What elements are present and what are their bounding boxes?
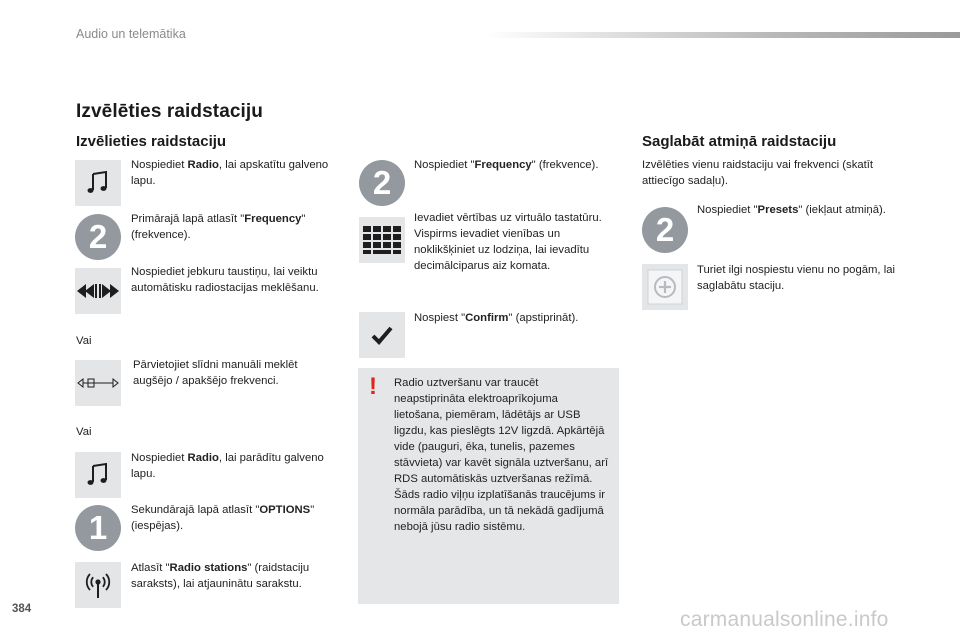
right-intro-text: Izvēlēties vienu raidstaciju vai frekvenci (skatīt attiecīgo sadaļu). [642,159,874,187]
warning-text: Radio uztveršanu var traucēt neapstiprināta elektroaprīkojuma lietošana, piemēram, lādētājs ar USB ligzdu, kas pieslēgts 12V ligzdā. Apkārtējā vide (pauguri, ēka, tunelis, pazemes stāvvieta) var kavēt signāla uztveršanu, arī RDS automātiskās uztveršanas režīmā. Šāds radio viļņu izplatīšanās traucējums ir normāla parādība, un tā nekādā gadījumā nebojā jūsu radio sistēmu. [394,377,609,533]
right-heading: Saglabāt atmiņā raidstaciju [642,133,837,150]
left-step2-text: Primārajā lapā atlasīt "Frequency" (frekvence). [131,213,306,241]
left-step7-text: Atlasīt "Radio stations" (raidstaciju saraksts), lai atjauninātu sarakstu. [131,562,310,590]
section-header-title: Audio un telemātika [76,27,186,41]
seek-arrows-icon [75,268,121,314]
left-step6-text: Sekundārajā lapā atlasīt "OPTIONS" (iespējas). [131,504,315,532]
step-badge-1: 1 [75,505,121,551]
music-note-icon [75,160,121,206]
frequency-slider-icon [75,360,121,406]
or-separator: Vai [76,335,92,347]
middle-step2-text: Ievadiet vērtības uz virtuālo tastatūru. Vispirms ievadiet vienības un noklikšķiniet uz lodziņa, lai ievadītu decimālciparus aiz komata. [414,212,602,272]
step-badge-2: 2 [75,214,121,260]
step-badge-2: 2 [642,207,688,253]
step-badge-2: 2 [359,160,405,206]
left-heading: Izvēlieties raidstaciju [76,133,227,150]
checkmark-icon [359,312,405,358]
add-preset-icon [642,264,688,310]
keypad-icon [359,217,405,263]
radio-antenna-icon [75,562,121,608]
page-title: Izvēlēties raidstaciju [76,101,264,122]
left-step5-text: Nospiediet Radio, lai parādītu galveno lapu. [131,452,324,480]
warning-exclamation-icon: ! [369,373,377,400]
watermark: carmanualsonline.info [680,608,889,631]
left-step3-text: Nospiediet jebkuru taustiņu, lai veiktu automātisku radiostacijas meklēšanu. [131,266,319,294]
left-step1-text: Nospiediet Radio, lai apskatītu galveno lapu. [131,159,329,187]
music-note-icon [75,452,121,498]
middle-step1-text: Nospiediet "Frequency" (frekvence). [414,159,599,171]
right-step1-text: Nospiediet "Presets" (iekļaut atmiņā). [697,204,886,216]
left-step4-text: Pārvietojiet slīdni manuāli meklēt augšējo / apakšējo frekvenci. [133,359,298,387]
middle-step3-text: Nospiest "Confirm" (apstiprināt). [414,312,579,324]
right-step2-text: Turiet ilgi nospiestu vienu no pogām, lai saglabātu staciju. [697,264,896,292]
header-rule [485,32,960,38]
page-number: 384 [12,603,32,615]
or-separator: Vai [76,426,92,438]
